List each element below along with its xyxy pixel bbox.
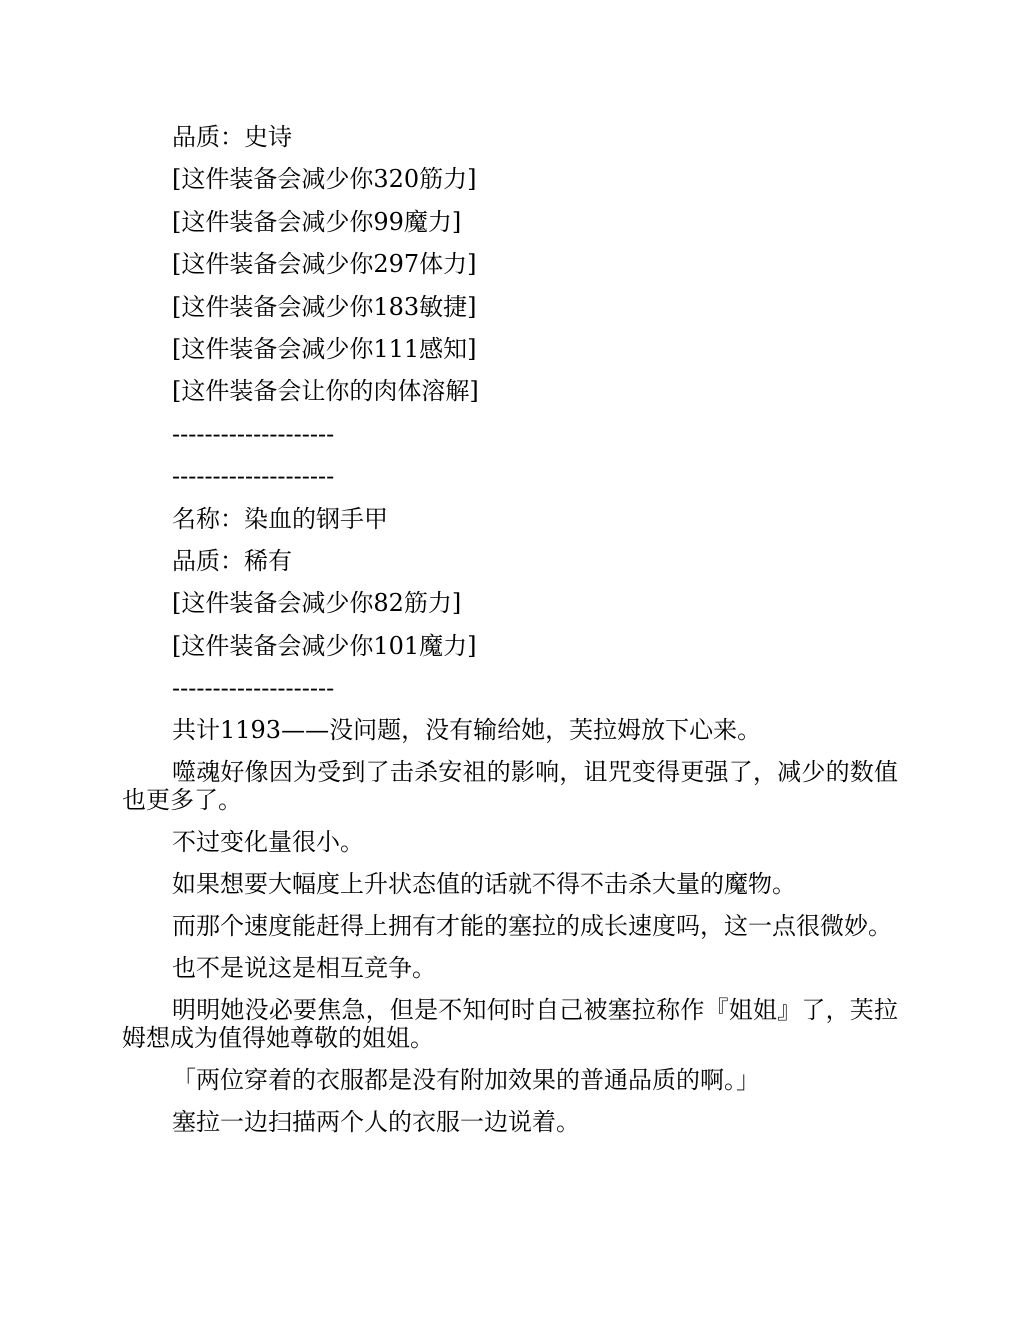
divider-line: -------------------- xyxy=(172,674,335,703)
item-effect-line: [这件装备会减少你101魔力] xyxy=(172,631,477,660)
item-effect-line: [这件装备会让你的肉体溶解] xyxy=(172,377,479,406)
item-effect-line: [这件装备会减少你99魔力] xyxy=(172,207,462,236)
item-quality-line: 品质：史诗 xyxy=(172,123,292,151)
item-effect-line: [这件装备会减少你320筋力] xyxy=(172,165,477,194)
item-effect-line: [这件装备会减少你82筋力] xyxy=(172,589,462,618)
paragraph: 「两位穿着的衣服都是没有附加效果的普通品质的啊。」 xyxy=(172,1066,760,1095)
paragraph: 也不是说这是相互竞争。 xyxy=(172,954,436,983)
paragraph: 如果想要大幅度上升状态值的话就不得不击杀大量的魔物。 xyxy=(172,870,796,899)
paragraph: 不过变化量很小。 xyxy=(172,828,364,857)
divider-line: -------------------- xyxy=(172,419,335,448)
paragraph: 而那个速度能赶得上拥有才能的塞拉的成长速度吗，这一点很微妙。 xyxy=(172,912,892,941)
item-quality-line: 品质：稀有 xyxy=(172,546,292,575)
item-effect-line: [这件装备会减少你297体力] xyxy=(172,250,477,279)
document-page xyxy=(122,116,898,1143)
paragraph: 噬魂好像因为受到了击杀安祖的影响，诅咒变得更强了，减少的数值也更多了。 xyxy=(122,758,898,815)
paragraph: 塞拉一边扫描两个人的衣服一边说着。 xyxy=(172,1108,580,1137)
divider-line: -------------------- xyxy=(172,462,335,491)
item-effect-line: [这件装备会减少你111感知] xyxy=(172,334,477,363)
paragraph: 共计1193——没问题，没有输给她，芙拉姆放下心来。 xyxy=(172,716,762,745)
paragraph: 明明她没必要焦急，但是不知何时自己被塞拉称作『姐姐』了，芙拉姆想成为值得她尊敬的姐姐。 xyxy=(122,996,898,1053)
item-effect-line: [这件装备会减少你183敏捷] xyxy=(172,292,477,321)
item-name-line: 名称：染血的钢手甲 xyxy=(172,504,388,533)
